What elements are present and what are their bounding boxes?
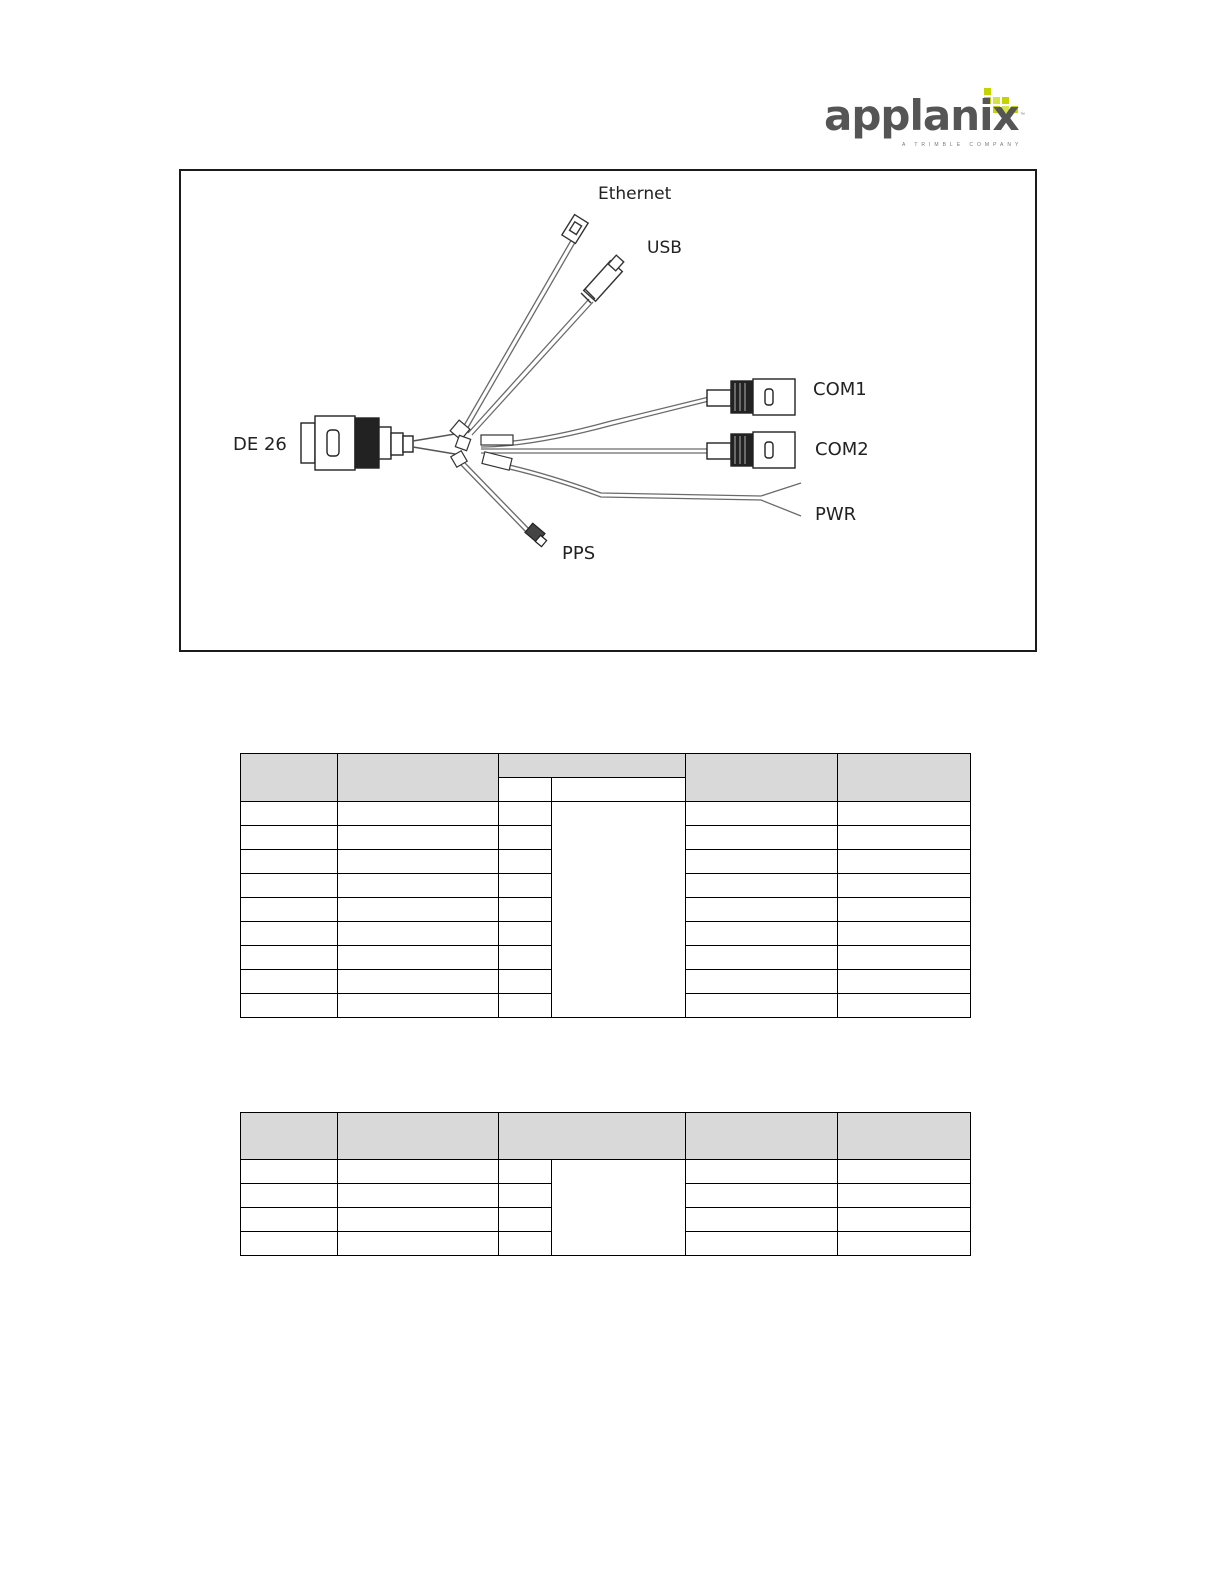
usb-label: USB — [647, 238, 682, 258]
table1-header-cell — [338, 754, 499, 802]
table1-subheader-cell — [552, 778, 686, 802]
table2-merged-cell — [552, 1160, 686, 1256]
ethernet-label: Ethernet — [598, 184, 672, 204]
logo-trademark: ™ — [1020, 112, 1025, 118]
pwr-label: PWR — [815, 504, 857, 525]
com1-label: COM1 — [813, 379, 867, 400]
table1-subheader-cell — [499, 778, 552, 802]
table2-header-cell — [838, 1113, 971, 1160]
table1-header-cell — [838, 754, 971, 802]
pps-connector — [525, 523, 547, 546]
table1-header-cell — [686, 754, 838, 802]
ethernet-connector — [562, 215, 588, 244]
breakout-junctions — [450, 420, 513, 470]
table2-header-cell — [241, 1113, 338, 1160]
pinout-table-1 — [240, 753, 971, 1018]
table2-header-cell — [686, 1113, 838, 1160]
logo-tagline: A TRIMBLE COMPANY — [902, 142, 1023, 148]
table1-header-cell — [499, 754, 686, 778]
com1-connector — [707, 379, 795, 415]
cable-diagram — [179, 169, 1037, 652]
pps-label: PPS — [562, 543, 596, 564]
table2-header-cell — [499, 1113, 686, 1160]
table-row — [241, 802, 971, 826]
table1-header-cell — [241, 754, 338, 802]
table1-merged-cell — [552, 802, 686, 1018]
table2-header-cell — [338, 1113, 499, 1160]
table-row — [241, 1160, 971, 1184]
pinout-table-2 — [240, 1112, 971, 1256]
usb-connector — [581, 255, 624, 303]
de26-connector — [301, 416, 461, 470]
com2-connector — [707, 432, 795, 468]
applanix-logo — [816, 86, 1030, 152]
de26-label: DE 26 — [233, 434, 287, 455]
logo-wordmark: applanix — [824, 91, 1019, 140]
cable-drawing — [181, 171, 1039, 654]
com2-label: COM2 — [815, 439, 869, 460]
